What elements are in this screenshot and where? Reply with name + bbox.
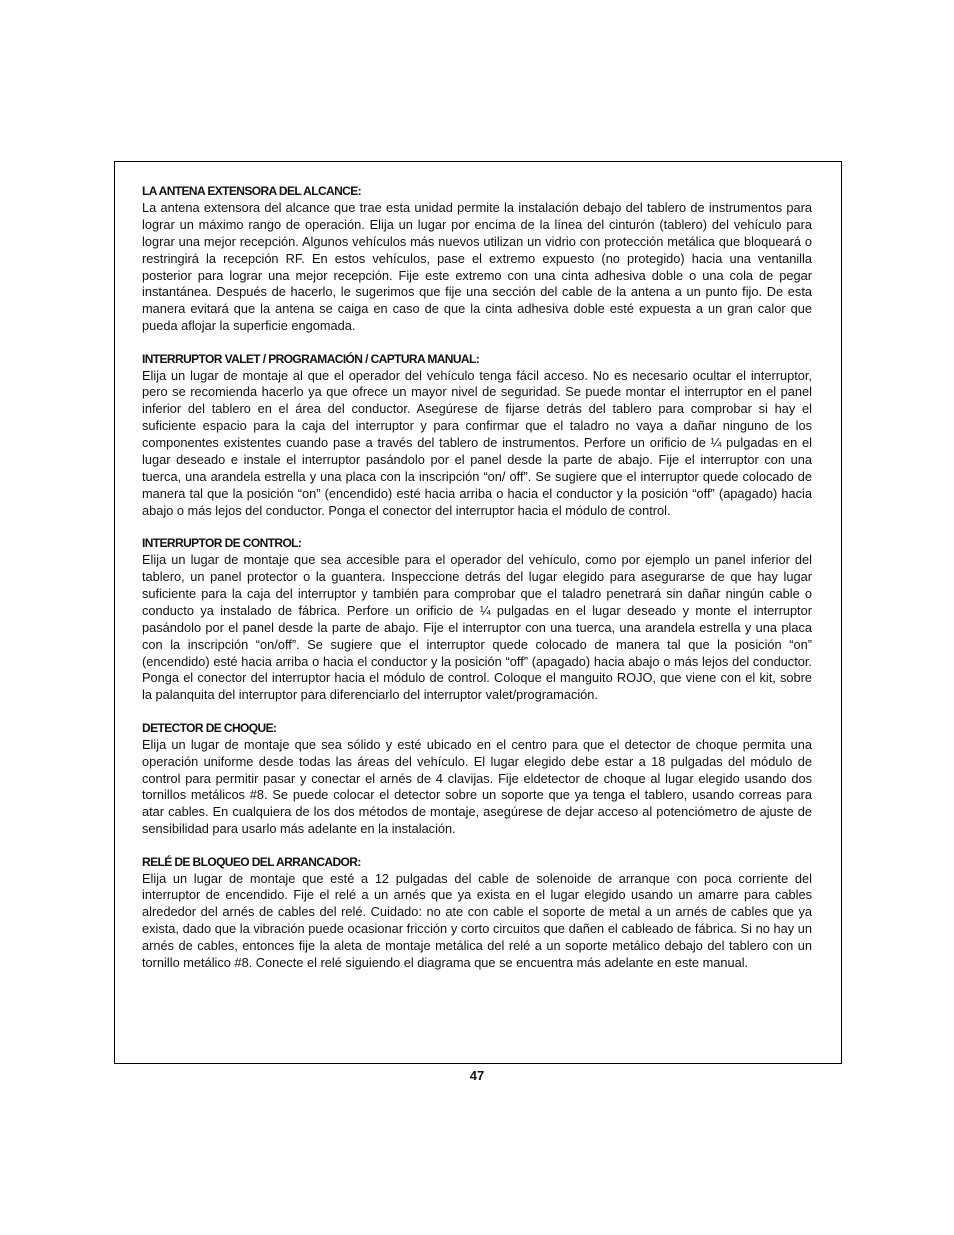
section-antenna	[142, 183, 812, 335]
section-heading: INTERRUPTOR VALET / PROGRAMACIÓN / CAPTURA MANUAL:	[142, 351, 480, 366]
section-body: Elija un lugar de montaje que sea sólido y esté ubicado en el centro para que el detector de choque permita una operación uniforme desde todas las áreas del vehículo. El lugar elegido debe estar a 18 pulgadas del módulo de control para permitir pasar y conectar el arnés de 4 clavijas. Fije eldetector de choque al lugar elegido usando dos tornillos metálicos #8. Se puede colocar el detector sobre un soporte que ya tenga el tablero, usando correas para atar cables. En cualquiera de los dos métodos de montaje, asegúrese de dejar acceso al potenciómetro de ajuste de sensibilidad para usarlo más adelante en la instalación.	[142, 736, 812, 837]
section-body: Elija un lugar de montaje que sea accesible para el operador del vehículo, como por ejemplo un panel inferior del tablero, un panel protector o la guantera. Inspeccione detrás del lugar elegido para asegurarse de que hay lugar suficiente para la caja del interruptor y también para comprobar que el taladro penetrará sin dañar ningún cable o conducto ya instalado de fábrica. Perfore un orificio de ¼ pulgadas en el lugar deseado y monte el interruptor pasándolo por el panel desde la parte de abajo. Fije el interruptor con una tuerca, una arandela estrella y una placa con la inscripción “on/off”. Se sugiere que el interruptor quede colocado de manera tal que la posición “on” (encendido) esté hacia arriba o hacia el conductor y la posición “off” (apagado) hacia abajo o más lejos del conductor. Ponga el conector del interruptor hacia el módulo de control. Coloque el manguito ROJO, que viene con el kit, sobre la palanquita del interruptor para diferenciarlo del interruptor valet/programación.	[142, 552, 812, 703]
section-starter-relay	[142, 854, 812, 972]
section-heading: RELÉ DE BLOQUEO DEL ARRANCADOR:	[142, 854, 361, 869]
document-content	[142, 183, 812, 987]
section-body: Elija un lugar de montaje al que el operador del vehículo tenga fácil acceso. No es necesario ocultar el interruptor, pero se recomienda hacerlo ya que ofrece un mayor nivel de seguridad. Se puede montar el interruptor en el panel inferior del tablero en el área del conductor. Asegúrese de fijarse detrás del tablero para comprobar si hay el suficiente espacio para la caja del interruptor y para confirmar que el taladro no vaya a dañar ninguno de los componentes existentes cuando pase a través del tablero de instrumentos. Perfore un orificio de ¼ pulgadas en el lugar deseado e instale el interruptor pasándolo por el panel desde la parte de abajo. Fije el interruptor con una tuerca, una arandela estrella y una placa con la inscripción “on/ off”. Se sugiere que el interruptor quede colocado de manera tal que la posición “on” (encendido) esté hacia arriba o hacia el conductor y la posición “off” (apagado) hacia abajo o más lejos del conductor. Ponga el conector del interruptor hacia el módulo de control.	[142, 367, 812, 518]
section-shock-sensor	[142, 720, 812, 838]
section-control-switch	[142, 535, 812, 704]
section-heading: DETECTOR DE CHOQUE:	[142, 720, 277, 735]
section-body: Elija un lugar de montaje que esté a 12 pulgadas del cable de solenoide de arranque con poca corriente del interruptor de encendido. Fije el relé a un arnés que ya exista en el lugar elegido usando un amarre para cables alrededor del arnés de cables del relé. Cuidado: no ate con cable el soporte de metal a un arnés de cables que ya exista, dado que la vibración puede ocasionar fricción y corto circuitos que dañen el cableado de fábrica. Si no hay un arnés de cables, entonces fije la aleta de montaje metálica del relé a un soporte metálico debajo del tablero con un tornillo metálico #8. Conecte el relé siguiendo el diagrama que se encuentra más adelante en este manual.	[142, 870, 812, 971]
section-body: La antena extensora del alcance que trae esta unidad permite la instalación debajo del tablero de instrumentos para lograr un máximo rango de operación. Elija un lugar por encima de la línea del cinturón (tablero) del vehículo para lograr una mejor recepción. Algunos vehículos más nuevos utilizan un vidrio con protección metálica que bloqueará o restringirá la recepción RF. En estos vehículos, pase el extremo expuesto (no protegido) hacia una ventanilla posterior para lograr una mejor recepción. Fije este extremo con una cinta adhesiva doble o una cola de pegar instantánea. Después de hacerlo, le sugerimos que fije una sección del cable de la antena a un punto fijo. De esta manera evitará que la antena se caiga en caso de que la cinta adhesiva doble esté expuesta a un gran calor que pueda aflojar la superficie engomada.	[142, 199, 812, 334]
section-valet-switch	[142, 351, 812, 520]
section-heading: LA ANTENA EXTENSORA DEL ALCANCE:	[142, 184, 362, 198]
section-heading: INTERRUPTOR DE CONTROL:	[142, 536, 302, 551]
page-number: 47	[469, 1068, 485, 1083]
